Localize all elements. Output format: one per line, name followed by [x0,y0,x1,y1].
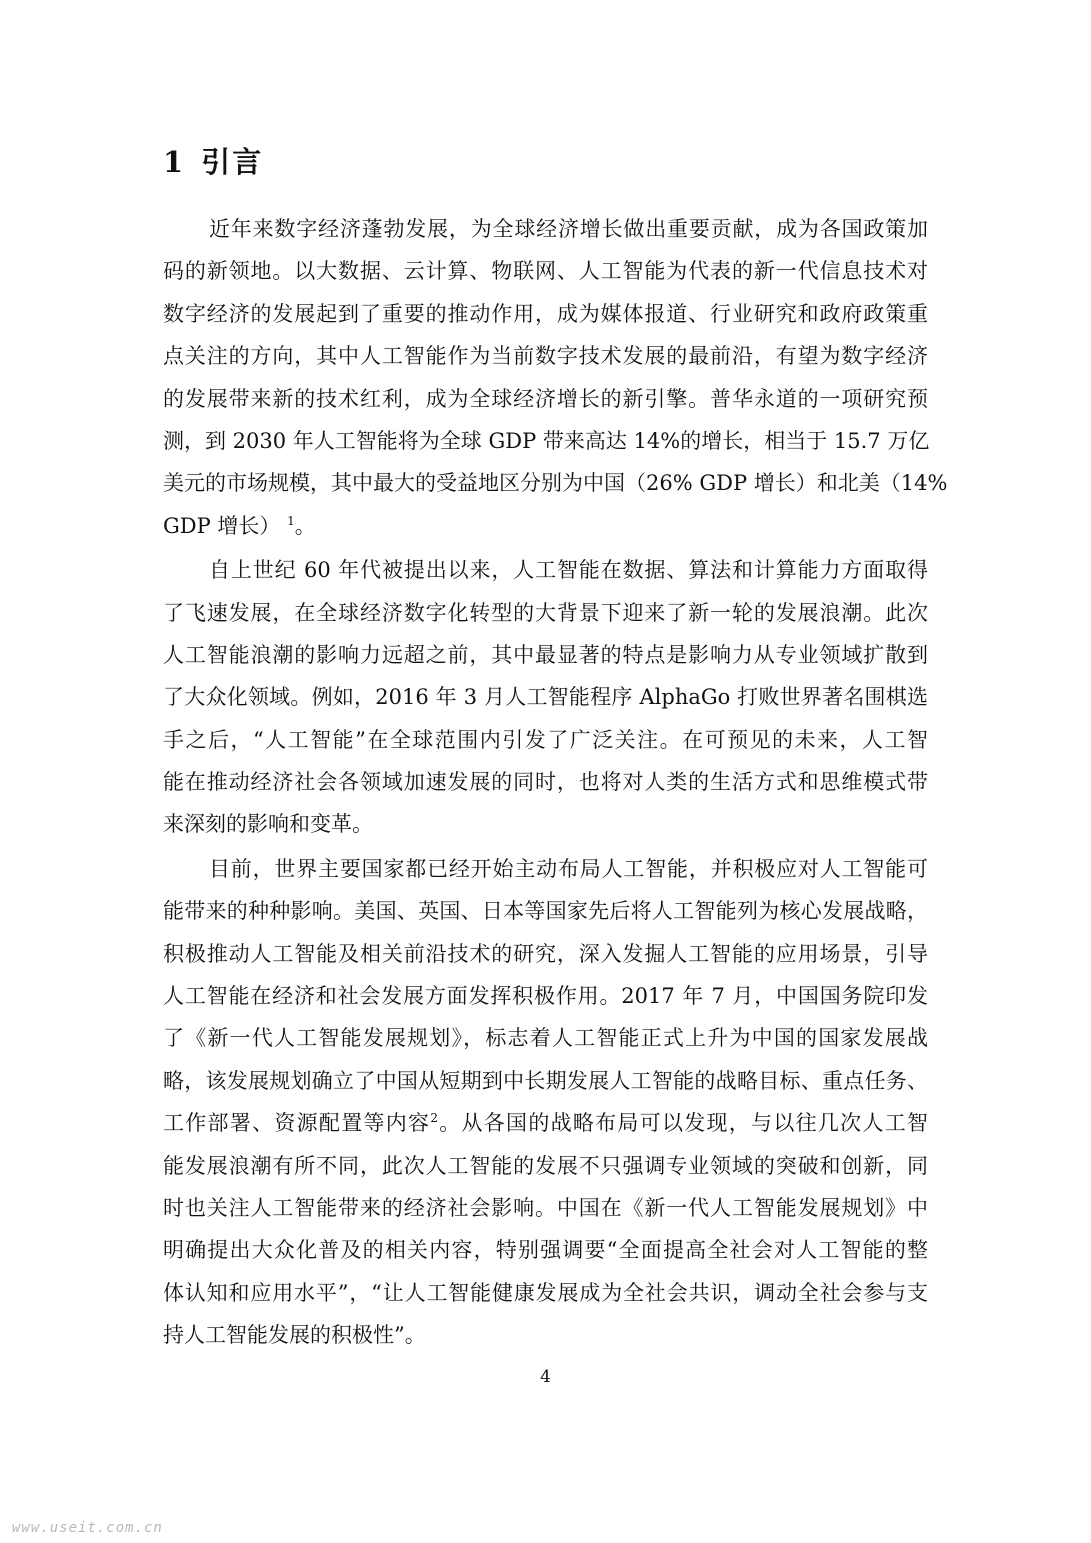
text-line: 人工智能浪潮的影响力远超之前，其中最显著的特点是影响力从专业领域扩散到 [163,642,928,667]
text-line: 了《新一代人工智能发展规划》，标志着人工智能正式上升为中国的国家发展战 [163,1026,928,1051]
paragraph [163,848,928,1357]
text-span: 。 [294,513,316,538]
text-line: 的发展带来新的技术红利，成为全球经济增长的新引擎。普华永道的一项研究预 [163,386,928,411]
text-line: 能带来的种种影响。美国、英国、日本等国家先后将人工智能列为核心发展战略， [163,899,928,924]
text-line: 目前，世界主要国家都已经开始主动布局人工智能，并积极应对人工智能可 [209,856,928,881]
page-number: 4 [540,1367,551,1387]
text-line: 时也关注人工智能带来的经济社会影响。中国在《新一代人工智能发展规划》中 [163,1195,928,1220]
text-line: 美元的市场规模，其中最大的受益地区分别为中国（26% GDP 增长）和北美（14% [163,471,948,496]
text-line: 人工智能在经济和社会发展方面发挥积极作用。2017 年 7 月，中国国务院印发 [163,984,928,1009]
text-line: 手之后，“人工智能”在全球范围内引发了广泛关注。在可预见的未来，人工智 [163,727,928,752]
text-line: 略，该发展规划确立了中国从短期到中长期发展人工智能的战略目标、重点任务、 [163,1068,928,1093]
text-line: 了飞速发展，在全球经济数字化转型的大背景下迎来了新一轮的发展浪潮。此次 [163,600,928,625]
text-line: 能在推动经济社会各领域加速发展的同时，也将对人类的生活方式和思维模式带 [163,770,928,795]
text-line: 来深刻的影响和变革。 [163,812,373,837]
text-line [163,505,928,547]
paragraph [163,208,948,547]
text-line: 明确提出大众化普及的相关内容，特别强调要“全面提高全社会对人工智能的整 [163,1238,928,1263]
footnote-ref[interactable]: 1 [287,513,295,528]
text-span: GDP 增长） [163,513,281,538]
text-line: 数字经济的发展起到了重要的推动作用，成为媒体报道、行业研究和政府政策重 [163,301,928,326]
watermark: www.useit.com.cn [12,1520,163,1536]
text-line: 了大众化领域。例如，2016 年 3 月人工智能程序 AlphaGo 打败世界著名围棋选 [163,685,928,710]
body-text [163,208,948,1357]
text-line: 持人工智能发展的积极性”。 [163,1323,426,1348]
text-span: 。从各国的战略布局可以发现，与以往几次人工智 [437,1111,929,1136]
text-line: 测，到 2030 年人工智能将为全球 GDP 带来高达 14%的增长，相当于 15.7 万亿 [163,428,930,453]
text-line: 自上世纪 60 年代被提出以来，人工智能在数据、算法和计算能力方面取得 [209,558,928,583]
text-line: 体认知和应用水平”，“让人工智能健康发展成为全社会共识，调动全社会参与支 [163,1280,928,1305]
text-span: 工作部署、资源配置等内容 [163,1111,431,1136]
text-line: 能发展浪潮有所不同，此次人工智能的发展不只强调专业领域的突破和创新，同 [163,1153,928,1178]
paragraph [163,549,928,846]
text-line: 近年来数字经济蓬勃发展，为全球经济增长做出重要贡献，成为各国政策加 [209,217,928,241]
section-heading [163,140,263,181]
section-title: 引言 [201,145,264,179]
section-number: 1 [163,145,186,179]
text-line: 点关注的方向，其中人工智能作为当前数字技术发展的最前沿，有望为数字经济 [163,344,928,369]
text-line: 积极推动人工智能及相关前沿技术的研究，深入发掘人工智能的应用场景，引导 [163,941,928,966]
text-line: 码的新领地。以大数据、云计算、物联网、人工智能为代表的新一代信息技术对 [163,259,928,284]
footnote-ref[interactable]: 2 [430,1111,438,1126]
text-line [163,1102,928,1144]
